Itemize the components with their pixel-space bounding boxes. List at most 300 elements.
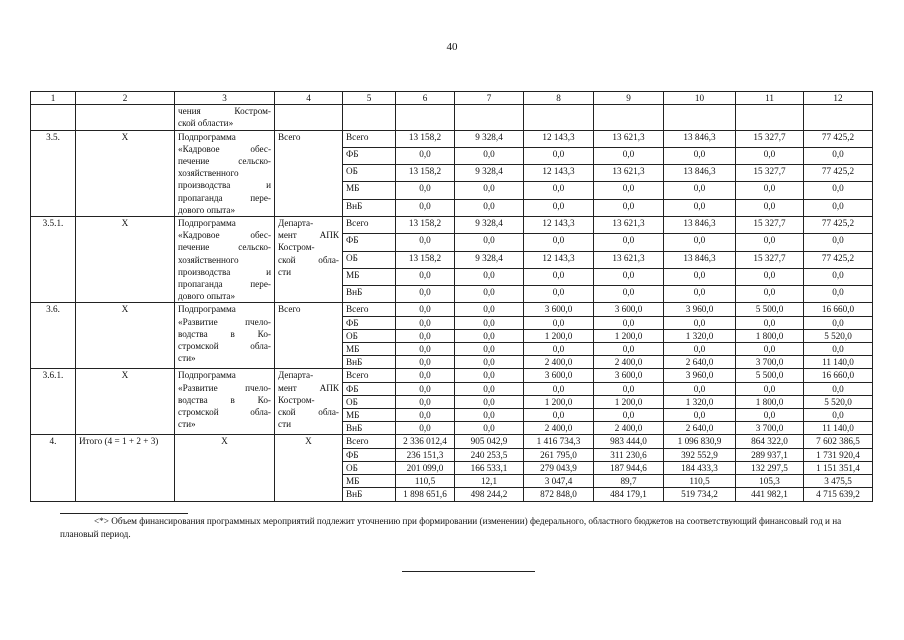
word: «Кадровое (178, 143, 220, 154)
item-number: 3.6. (31, 303, 76, 369)
value-cell: 0,0 (396, 343, 455, 356)
value-cell: 1 800,0 (736, 329, 804, 342)
page-number: 40 (446, 41, 458, 53)
value-cell: 0,0 (455, 343, 524, 356)
word: сти (278, 419, 292, 430)
value-cell: 0,0 (736, 409, 804, 422)
value-cell: 0,0 (664, 409, 736, 422)
value-cell: 77 425,2 (804, 165, 873, 182)
value-cell: 0,0 (396, 409, 455, 422)
item-number: 3.5.1. (31, 217, 76, 303)
value-cell: 13 621,3 (594, 217, 664, 234)
value-cell: 13 158,2 (396, 251, 455, 268)
text-line (278, 418, 339, 430)
text-line (178, 394, 271, 406)
text-line (178, 278, 271, 290)
column-number: 8 (524, 92, 594, 105)
x-marker: Х (175, 435, 275, 501)
word: чения (178, 106, 201, 117)
program-name-cell (175, 105, 275, 130)
value-cell: 0,0 (804, 286, 873, 303)
word: обла- (318, 407, 339, 418)
value-cell: 864 322,0 (736, 435, 804, 448)
funding-source: ФБ (343, 234, 396, 251)
funding-source: ВнБ (343, 488, 396, 501)
executor-cell (275, 130, 343, 216)
value-cell: 0,0 (736, 268, 804, 285)
value-cell: 132 297,5 (736, 461, 804, 474)
value-cell: 0,0 (455, 422, 524, 435)
value-cell: 0,0 (594, 199, 664, 216)
text-line (178, 204, 271, 216)
value-cell: 0,0 (664, 199, 736, 216)
value-cell: 13 846,3 (664, 217, 736, 234)
word: Подпрограмма (178, 304, 236, 315)
word: «Развитие (178, 316, 218, 327)
value-cell: 3 960,0 (664, 369, 736, 382)
column-number: 9 (594, 92, 664, 105)
word: и (266, 180, 271, 191)
value-cell: 1 151 351,4 (804, 461, 873, 474)
column-number: 3 (175, 92, 275, 105)
text-line (178, 131, 271, 143)
text-line (178, 290, 271, 302)
word: хозяйственного (178, 168, 239, 179)
value-cell: 0,0 (455, 382, 524, 395)
word: пчело- (245, 382, 271, 393)
text-line (178, 241, 271, 253)
word: обла- (318, 254, 339, 265)
value-cell: 0,0 (664, 316, 736, 329)
value-cell: 11 140,0 (804, 356, 873, 369)
value-cell: 187 944,6 (594, 461, 664, 474)
value-cell: 1 898 651,6 (396, 488, 455, 501)
value-cell: 0,0 (736, 147, 804, 164)
value-cell: 0,0 (396, 286, 455, 303)
funding-source: Всего (343, 303, 396, 316)
responsible-cell: Х (76, 130, 175, 216)
continuation-row (31, 105, 873, 130)
word: водства (178, 394, 208, 405)
value-cell: 0,0 (664, 268, 736, 285)
value-cell: 0,0 (594, 343, 664, 356)
value-cell: 5 520,0 (804, 329, 873, 342)
word: обла- (250, 407, 271, 418)
value-cell: 12 143,3 (524, 251, 594, 268)
program-name-cell (175, 130, 275, 216)
empty-cell (664, 105, 736, 130)
value-cell: 2 400,0 (524, 356, 594, 369)
value-cell: 0,0 (664, 182, 736, 199)
item-number: 3.5. (31, 130, 76, 216)
funding-source: Всего (343, 369, 396, 382)
word: печение (178, 242, 210, 253)
value-cell: 0,0 (594, 234, 664, 251)
text-line (278, 382, 339, 394)
word: стромской (178, 407, 219, 418)
value-cell: 13 158,2 (396, 217, 455, 234)
value-cell: 201 099,0 (396, 461, 455, 474)
column-number: 6 (396, 92, 455, 105)
value-cell: 1 320,0 (664, 329, 736, 342)
word: Ко- (257, 394, 271, 405)
table-row (31, 130, 873, 147)
footnote: <*> Объем финансирования программных мероприятий подлежит уточнению при формировании (изменении) федерального, областного бюджетов на соответствующий финансовый год и на плановый период. (60, 516, 842, 539)
text-line (278, 266, 339, 278)
word: Департа- (278, 218, 314, 229)
funding-source: ФБ (343, 448, 396, 461)
page-end-line (402, 571, 535, 572)
word: ской (278, 407, 296, 418)
value-cell: 0,0 (396, 382, 455, 395)
word: сти» (178, 419, 196, 430)
value-cell: 4 715 639,2 (804, 488, 873, 501)
value-cell: 0,0 (804, 147, 873, 164)
text-line (278, 217, 339, 229)
funding-source: МБ (343, 409, 396, 422)
value-cell: 13 621,3 (594, 165, 664, 182)
word: мент (278, 382, 297, 393)
text-line (178, 179, 271, 191)
table-row (31, 369, 873, 382)
text-line (178, 217, 271, 229)
value-cell: 0,0 (396, 422, 455, 435)
funding-source: МБ (343, 343, 396, 356)
text-line (178, 143, 271, 155)
value-cell: 519 734,2 (664, 488, 736, 501)
text-line (178, 192, 271, 204)
text-line (178, 369, 271, 381)
total-label: Итого (4 = 1 + 2 + 3) (76, 435, 175, 501)
value-cell: 0,0 (524, 182, 594, 199)
executor-cell (275, 217, 343, 303)
value-cell: 0,0 (736, 343, 804, 356)
text-line (278, 131, 339, 143)
value-cell: 16 660,0 (804, 303, 873, 316)
column-number: 5 (343, 92, 396, 105)
value-cell: 0,0 (396, 316, 455, 329)
word: пропаганда (178, 279, 223, 290)
value-cell: 0,0 (396, 356, 455, 369)
value-cell: 1 096 830,9 (664, 435, 736, 448)
value-cell: 0,0 (396, 395, 455, 408)
value-cell: 2 400,0 (594, 422, 664, 435)
text-line (178, 117, 271, 129)
text-line (278, 369, 339, 381)
value-cell: 441 982,1 (736, 488, 804, 501)
program-name-cell (175, 369, 275, 435)
text-line (278, 254, 339, 266)
value-cell: 15 327,7 (736, 217, 804, 234)
value-cell: 1 320,0 (664, 395, 736, 408)
value-cell: 9 328,4 (455, 217, 524, 234)
value-cell: 2 640,0 (664, 422, 736, 435)
value-cell: 0,0 (396, 369, 455, 382)
value-cell: 983 444,0 (594, 435, 664, 448)
value-cell: 0,0 (594, 382, 664, 395)
value-cell: 15 327,7 (736, 251, 804, 268)
value-cell: 0,0 (455, 316, 524, 329)
word: печение (178, 156, 210, 167)
table-row (31, 303, 873, 316)
value-cell: 0,0 (664, 343, 736, 356)
word: дового опыта» (178, 204, 236, 215)
value-cell: 498 244,2 (455, 488, 524, 501)
value-cell: 0,0 (396, 329, 455, 342)
word: сти (278, 266, 292, 277)
text-line (178, 254, 271, 266)
value-cell: 0,0 (736, 234, 804, 251)
text-line (178, 382, 271, 394)
x-marker: Х (275, 435, 343, 501)
value-cell: 0,0 (594, 182, 664, 199)
value-cell: 12,1 (455, 475, 524, 488)
value-cell: 0,0 (396, 303, 455, 316)
value-cell: 184 433,3 (664, 461, 736, 474)
value-cell: 3 960,0 (664, 303, 736, 316)
table-row (31, 217, 873, 234)
item-number: 3.6.1. (31, 369, 76, 435)
value-cell: 7 602 386,5 (804, 435, 873, 448)
value-cell: 0,0 (594, 286, 664, 303)
value-cell: 0,0 (736, 382, 804, 395)
value-cell: 240 253,5 (455, 448, 524, 461)
text-line (178, 328, 271, 340)
total-row (31, 435, 873, 448)
funding-source: Всего (343, 217, 396, 234)
word: пере- (250, 192, 271, 203)
value-cell: 0,0 (455, 409, 524, 422)
funding-source: ОБ (343, 461, 396, 474)
value-cell: 0,0 (804, 182, 873, 199)
responsible-cell: Х (76, 303, 175, 369)
value-cell: 0,0 (736, 316, 804, 329)
value-cell: 0,0 (736, 182, 804, 199)
value-cell: 13 158,2 (396, 130, 455, 147)
value-cell: 5 520,0 (804, 395, 873, 408)
value-cell: 0,0 (455, 395, 524, 408)
funding-source: МБ (343, 268, 396, 285)
value-cell: 0,0 (594, 316, 664, 329)
value-cell: 2 640,0 (664, 356, 736, 369)
value-cell: 77 425,2 (804, 251, 873, 268)
value-cell: 12 143,3 (524, 165, 594, 182)
word: Подпрограмма (178, 218, 236, 229)
value-cell: 0,0 (804, 199, 873, 216)
word: пере- (250, 279, 271, 290)
value-cell: 0,0 (455, 286, 524, 303)
value-cell: 905 042,9 (455, 435, 524, 448)
word: Подпрограмма (178, 131, 236, 142)
value-cell: 0,0 (594, 409, 664, 422)
word: Подпрограмма (178, 370, 236, 381)
value-cell: 484 179,1 (594, 488, 664, 501)
value-cell: 0,0 (455, 329, 524, 342)
value-cell: 0,0 (455, 234, 524, 251)
value-cell: 0,0 (804, 343, 873, 356)
value-cell: 0,0 (524, 382, 594, 395)
value-cell: 0,0 (455, 369, 524, 382)
empty-cell (275, 105, 343, 130)
word: мент (278, 230, 297, 241)
value-cell: 1 800,0 (736, 395, 804, 408)
program-name-cell (175, 303, 275, 369)
empty-cell (31, 105, 76, 130)
word: Департа- (278, 370, 314, 381)
value-cell: 2 336 012,4 (396, 435, 455, 448)
funding-source: ФБ (343, 147, 396, 164)
value-cell: 0,0 (455, 303, 524, 316)
value-cell: 0,0 (664, 382, 736, 395)
word: Костром- (234, 106, 271, 117)
funding-source: ВнБ (343, 356, 396, 369)
word: «Развитие (178, 382, 218, 393)
word: обес- (250, 143, 271, 154)
text-line (178, 340, 271, 352)
value-cell: 0,0 (736, 199, 804, 216)
word: Всего (278, 131, 301, 142)
value-cell: 3 600,0 (524, 369, 594, 382)
value-cell: 311 230,6 (594, 448, 664, 461)
word: и (266, 266, 271, 277)
text-line (178, 167, 271, 179)
word: хозяйственного (178, 254, 239, 265)
text-line (278, 303, 339, 315)
column-numbers-row (31, 92, 873, 105)
value-cell: 0,0 (664, 234, 736, 251)
value-cell: 0,0 (804, 268, 873, 285)
word: водства (178, 328, 208, 339)
value-cell: 0,0 (396, 234, 455, 251)
funding-source: МБ (343, 475, 396, 488)
value-cell: 0,0 (664, 286, 736, 303)
funding-source: Всего (343, 130, 396, 147)
value-cell: 16 660,0 (804, 369, 873, 382)
value-cell: 0,0 (524, 199, 594, 216)
value-cell: 0,0 (524, 343, 594, 356)
value-cell: 0,0 (664, 147, 736, 164)
word: Всего (278, 304, 301, 315)
footnote-separator (60, 513, 188, 514)
word: Ко- (257, 328, 271, 339)
empty-cell (594, 105, 664, 130)
funding-source: ВнБ (343, 199, 396, 216)
word: Костром- (278, 394, 315, 405)
word: сти» (178, 353, 196, 364)
value-cell: 2 400,0 (524, 422, 594, 435)
text-line (178, 406, 271, 418)
word: стромской (178, 341, 219, 352)
word: в (230, 394, 235, 405)
text-line (178, 155, 271, 167)
word: сельско- (238, 156, 271, 167)
value-cell: 0,0 (524, 286, 594, 303)
funding-source: ВнБ (343, 286, 396, 303)
word: обес- (250, 230, 271, 241)
value-cell: 3 047,4 (524, 475, 594, 488)
word: АПК (319, 382, 339, 393)
word: в (230, 328, 235, 339)
text-line (178, 316, 271, 328)
empty-cell (524, 105, 594, 130)
text-line (178, 352, 271, 364)
value-cell: 89,7 (594, 475, 664, 488)
word: производства (178, 180, 231, 191)
responsible-cell: Х (76, 369, 175, 435)
value-cell: 77 425,2 (804, 130, 873, 147)
funding-source: ОБ (343, 165, 396, 182)
value-cell: 3 475,5 (804, 475, 873, 488)
value-cell: 0,0 (524, 316, 594, 329)
column-number: 12 (804, 92, 873, 105)
text-line (278, 394, 339, 406)
funding-source: ОБ (343, 251, 396, 268)
value-cell: 1 416 734,3 (524, 435, 594, 448)
value-cell: 0,0 (804, 316, 873, 329)
value-cell: 15 327,7 (736, 130, 804, 147)
text-line (278, 229, 339, 241)
value-cell: 1 200,0 (594, 329, 664, 342)
value-cell: 3 700,0 (736, 422, 804, 435)
executor-cell (275, 303, 343, 369)
item-number: 4. (31, 435, 76, 501)
text-line (178, 266, 271, 278)
word: дового опыта» (178, 291, 236, 302)
word: Костром- (278, 242, 315, 253)
funding-source: МБ (343, 182, 396, 199)
value-cell: 110,5 (396, 475, 455, 488)
value-cell: 0,0 (524, 409, 594, 422)
word: обла- (250, 341, 271, 352)
value-cell: 0,0 (594, 147, 664, 164)
value-cell: 2 400,0 (594, 356, 664, 369)
word: ской (278, 254, 296, 265)
value-cell: 1 731 920,4 (804, 448, 873, 461)
value-cell: 5 500,0 (736, 369, 804, 382)
funding-source: ФБ (343, 382, 396, 395)
value-cell: 0,0 (804, 382, 873, 395)
empty-cell (343, 105, 396, 130)
value-cell: 3 700,0 (736, 356, 804, 369)
value-cell: 1 200,0 (524, 329, 594, 342)
column-number: 2 (76, 92, 175, 105)
value-cell: 13 621,3 (594, 130, 664, 147)
value-cell: 236 151,3 (396, 448, 455, 461)
value-cell: 13 621,3 (594, 251, 664, 268)
word: сельско- (238, 242, 271, 253)
value-cell: 110,5 (664, 475, 736, 488)
value-cell: 5 500,0 (736, 303, 804, 316)
value-cell: 13 846,3 (664, 251, 736, 268)
value-cell: 872 848,0 (524, 488, 594, 501)
empty-cell (804, 105, 873, 130)
column-number: 1 (31, 92, 76, 105)
column-number: 7 (455, 92, 524, 105)
text-line (278, 241, 339, 253)
column-number: 10 (664, 92, 736, 105)
value-cell: 9 328,4 (455, 251, 524, 268)
word: «Кадровое (178, 230, 220, 241)
value-cell: 166 533,1 (455, 461, 524, 474)
value-cell: 12 143,3 (524, 217, 594, 234)
value-cell: 1 200,0 (594, 395, 664, 408)
value-cell: 11 140,0 (804, 422, 873, 435)
value-cell: 13 158,2 (396, 165, 455, 182)
value-cell: 0,0 (455, 147, 524, 164)
word: ской области» (178, 118, 234, 129)
value-cell: 279 043,9 (524, 461, 594, 474)
text-line (178, 105, 271, 117)
